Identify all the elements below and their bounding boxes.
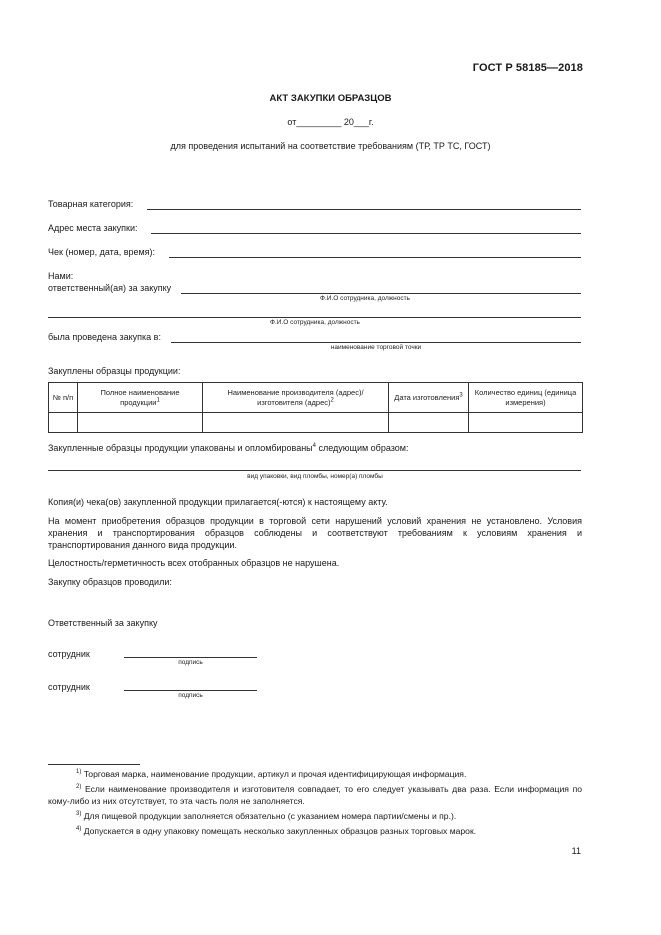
table-cell[interactable]: [78, 413, 203, 433]
receipt-label: Чек (номер, дата, время):: [48, 247, 156, 257]
integrity-paragraph: Целостность/герметичность всех отобранных образцов не нарушена.: [48, 558, 340, 568]
table-row[interactable]: [49, 413, 583, 433]
outlet-field-line[interactable]: [171, 342, 581, 343]
table-cell[interactable]: [469, 413, 583, 433]
signature-line-2[interactable]: [124, 690, 257, 691]
col-header-number: № п/п: [49, 383, 78, 413]
table-cell[interactable]: [49, 413, 78, 433]
employee-label-1: сотрудник: [48, 649, 90, 659]
receipt-field-line[interactable]: [169, 257, 581, 258]
signature-line-1[interactable]: [124, 657, 257, 658]
employee-label-2: сотрудник: [48, 682, 90, 692]
footnote-1: $^{1)}$ Торговая марка, наименование продукции, артикул и прочая идентифицирующая информация.: [76, 769, 467, 779]
table-intro: Закуплены образцы продукции:: [48, 366, 181, 376]
storage-paragraph: На момент приобретения образцов продукции в торговой сети нарушений условий хранения не установлено. Условия хранения и транспортирования образцов соблюдены и соответствуют требованиям к условиям хранения и транспортирования данного вида продукции.: [48, 516, 582, 550]
standard-code: ГОСТ Р 58185—2018: [472, 62, 583, 74]
address-field-line[interactable]: [151, 233, 581, 234]
document-title: АКТ ЗАКУПКИ ОБРАЗЦОВ: [269, 93, 392, 104]
table-header-row: [49, 383, 583, 413]
footnote-2: $^{2)}$ Если наименование производителя и изготовителя совпадает, то его следует указывать два раза. Если информация по кому-либо из них отсутствует, то эта часть поля не заполняется.: [48, 784, 583, 806]
samples-table: [48, 382, 583, 433]
packing-field-line[interactable]: [48, 470, 581, 471]
second-employee-field-line[interactable]: [48, 317, 581, 318]
packing-text: Закупленные образцы продукции упакованы и опломбированы$^4$ следующим образом:: [48, 443, 409, 453]
col-header-quantity: Количество единиц (единица измерения): [469, 383, 583, 413]
performed-in-label: была проведена закупка в:: [48, 332, 161, 342]
responsible-field-line[interactable]: [181, 293, 581, 294]
footnote-3: $^{3)}$ Для пищевой продукции заполняется обязательно (с указанием номера партии/смены и пр.).: [76, 811, 457, 821]
footnote-4: $^{4)}$ Допускается в одну упаковку помещать несколько закупленных образцов разных торговых марок.: [76, 826, 477, 836]
responsible-label: ответственный(ая) за закупку: [48, 283, 172, 293]
category-label: Товарная категория:: [48, 199, 134, 209]
col-header-manufacturer: Наименование производителя (адрес)/ изготовителя (адрес)$^2$: [203, 383, 389, 413]
by-us-label: Нами:: [48, 271, 74, 281]
page-number: 11: [571, 846, 581, 856]
outlet-caption: наименование торговой точки: [330, 344, 422, 351]
fio-caption: Ф.И.О сотрудника, должность: [320, 295, 410, 302]
category-field-line[interactable]: [147, 209, 581, 210]
table-cell[interactable]: [203, 413, 389, 433]
address-label: Адрес места закупки:: [48, 223, 138, 233]
packing-caption: вид упаковки, вид пломбы, номер(а) пломбы: [247, 473, 383, 480]
conducted-paragraph: Закупку образцов проводили:: [48, 577, 172, 587]
fio-caption-2: Ф.И.О сотрудника, должность: [270, 319, 360, 326]
copies-paragraph: Копия(и) чека(ов) закупленной продукции прилагается(-ются) к настоящему акту.: [48, 497, 388, 507]
footnote-separator: [48, 764, 140, 765]
col-header-product-name: Полное наименование продукции$^1$: [78, 383, 203, 413]
signature-caption-2: подпись: [178, 692, 203, 699]
purpose-line: для проведения испытаний на соответствие требованиям (ТР, ТР ТС, ГОСТ): [170, 141, 491, 151]
date-line: от_________ 20___г.: [287, 117, 374, 127]
table-cell[interactable]: [389, 413, 469, 433]
signature-caption-1: подпись: [178, 659, 203, 666]
col-header-production-date: Дата изготовления$^3$: [389, 383, 469, 413]
responsible-heading: Ответственный за закупку: [48, 618, 158, 628]
